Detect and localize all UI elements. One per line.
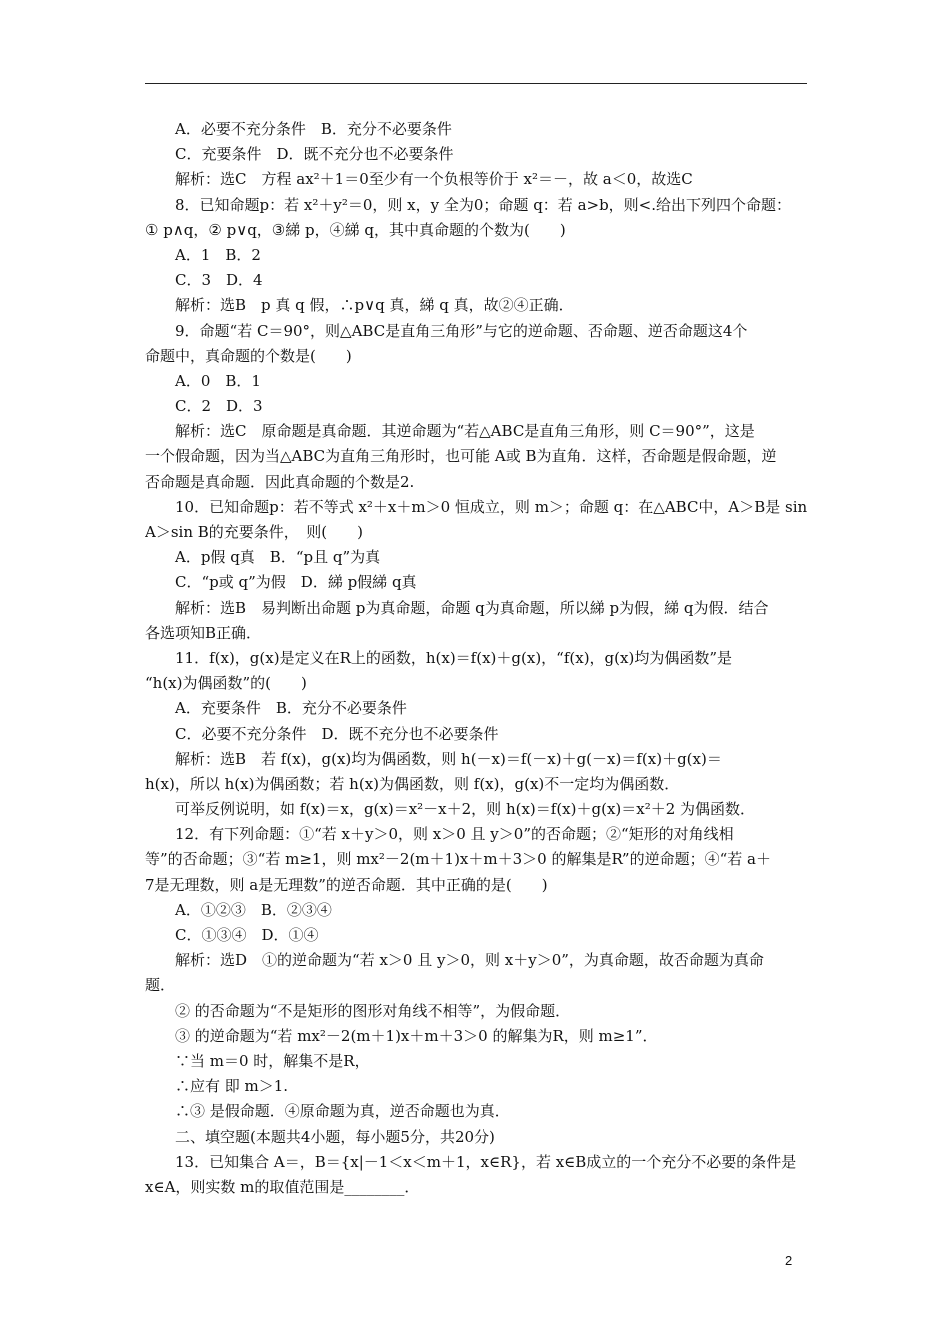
text-line: C．2 D．3: [175, 397, 263, 416]
text-line: ∴应有 即 m＞1.: [175, 1077, 289, 1096]
text-line: ③ 的逆命题为“若 mx²－2(m＋1)x＋m＋3＞0 的解集为R，则 m≥1”．: [175, 1026, 658, 1045]
text-line: 解析：选C 方程 ax²＋1＝0至少有一个负根等价于 x²＝－，故 a＜0，故选C: [175, 170, 693, 189]
text-line: 题．: [145, 976, 176, 995]
text-line: 各选项知B正确．: [145, 623, 262, 642]
text-line: 二、填空题(本题共4小题，每小题5分，共20分): [175, 1127, 495, 1146]
header-rule: [145, 83, 807, 84]
text-line: 8．已知命题p：若 x²＋y²＝0，则 x，y 全为0；命题 q：若 a>b，则<.给出下列四个命题：: [175, 195, 792, 214]
text-line: A．①②③ B．②③④: [175, 900, 332, 919]
text-line: 解析：选B 易判断出命题 p为真命题，命题 q为真命题，所以綈 p为假，綈 q为假．结合: [175, 598, 769, 617]
text-line: 11．f(x)，g(x)是定义在R上的函数，h(x)＝f(x)＋g(x)，“f(x)，g(x)均为偶函数”是: [175, 648, 732, 667]
text-line: 解析：选B p 真 q 假，∴p∨q 真，綈 q 真，故②④正确．: [175, 296, 574, 315]
text-line: A．p假 q真 B．“p且 q”为真: [175, 548, 381, 567]
text-line: C．必要不充分条件 D．既不充分也不必要条件: [175, 724, 499, 743]
text-line: A．必要不充分条件 B．充分不必要条件: [175, 120, 452, 138]
text-line: 否命题是真命题．因此真命题的个数是2.: [145, 472, 415, 491]
text-line: C．充要条件 D．既不充分也不必要条件: [175, 145, 454, 164]
text-line: 9．命题“若 C＝90°，则△ABC是直角三角形”与它的逆命题、否命题、逆否命题这4个: [175, 321, 748, 340]
text-line: A．1 B．2: [175, 245, 261, 264]
text-line: 7是无理数，则 a是无理数”的逆否命题．其中正确的是( ): [145, 875, 548, 894]
text-line: x∈A，则实数 m的取值范围是________．: [145, 1177, 420, 1196]
text-line: C．①③④ D．①④: [175, 926, 319, 944]
document-body: [145, 117, 807, 1200]
text-line: 解析：选C 原命题是真命题．其逆命题为“若△ABC是直角三角形，则 C＝90°”，这是: [175, 422, 755, 441]
text-line: 13．已知集合 A＝，B＝{x|－1＜x＜m＋1，x∈R}，若 x∈B成立的一个充分不必要的条件是: [175, 1152, 797, 1171]
text-line: C．3 D．4: [175, 271, 263, 290]
text-line: 解析：选B 若 f(x)，g(x)均为偶函数，则 h(－x)＝f(－x)＋g(－x)＝f(x)＋g(x)＝: [175, 749, 722, 768]
text-line: A．充要条件 B．充分不必要条件: [175, 699, 407, 718]
text-line: 等”的否命题；③“若 m≥1，则 mx²－2(m＋1)x＋m＋3＞0 的解集是R”的逆命题；④“若 a＋: [145, 850, 771, 869]
text-line: 命题中，真命题的个数是( ): [145, 346, 352, 365]
text-line: 解析：选D ①的逆命题为“若 x＞0 且 y＞0，则 x＋y＞0”，为真命题，故否命题为真命: [175, 951, 764, 970]
text-line: 12．有下列命题：①“若 x＋y＞0，则 x＞0 且 y＞0”的否命题；②“矩形的对角线相: [175, 825, 734, 844]
text-line: “h(x)为偶函数”的( ): [145, 674, 307, 693]
text-line: 可举反例说明，如 f(x)＝x，g(x)＝x²－x＋2，则 h(x)＝f(x)＋g(x)＝x²＋2 为偶函数．: [175, 800, 756, 819]
text-line: h(x)，所以 h(x)为偶函数；若 h(x)为偶函数，则 f(x)，g(x)不一定均为偶函数．: [145, 774, 680, 793]
text-line: ① p∧q，② p∨q，③綈 p，④綈 q，其中真命题的个数为( ): [145, 220, 566, 239]
text-line: 一个假命题，因为当△ABC为直角三角形时，也可能 A或 B为直角．这样，否命题是假命题，逆: [145, 447, 777, 466]
text-line: C．“p或 q”为假 D．綈 p假綈 q真: [175, 573, 417, 592]
text-line: ∴③ 是假命题．④原命题为真，逆否命题也为真．: [175, 1102, 510, 1121]
text-line: A＞sin B的充要条件， 则( ): [145, 523, 363, 541]
text-line: ∵当 m＝0 时，解集不是R，: [175, 1051, 370, 1070]
page-number: 2: [785, 1253, 793, 1268]
text-line: ② 的否命题为“不是矩形的图形对角线不相等”，为假命题．: [175, 1001, 571, 1020]
text-line: 10．已知命题p：若不等式 x²＋x＋m＞0 恒成立，则 m＞；命题 q：在△ABC中，A＞B是 sin: [175, 497, 807, 516]
text-line: A．0 B．1: [175, 371, 261, 390]
